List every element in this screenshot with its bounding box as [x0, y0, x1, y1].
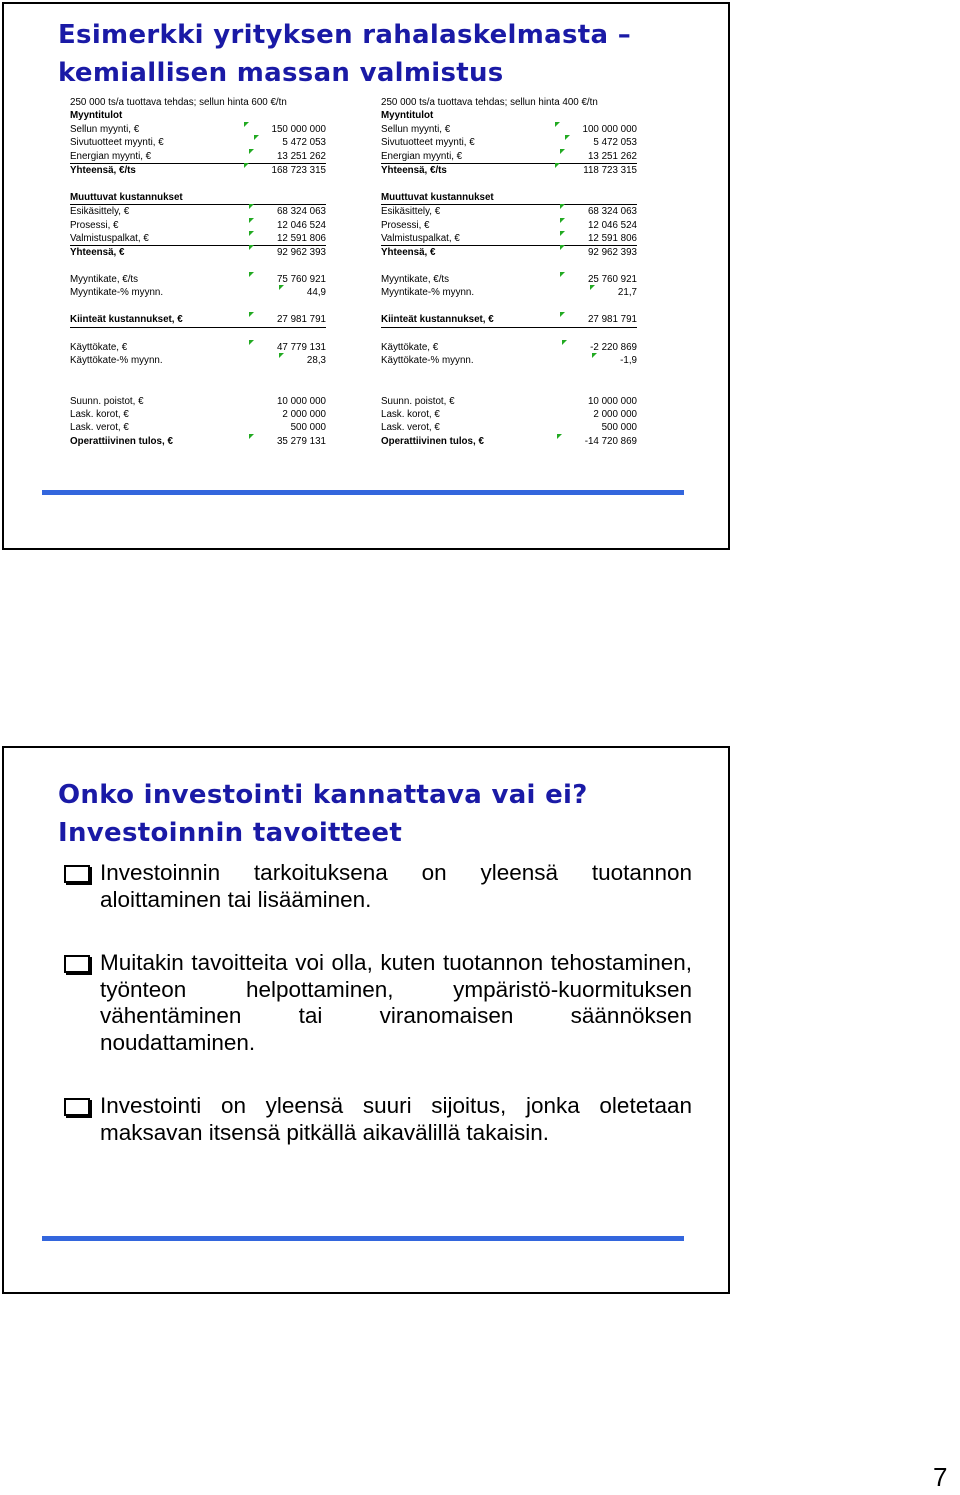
sheet-row-label: Sellun myynti, € [381, 123, 451, 135]
sheet-row-value-cell [261, 246, 326, 259]
sheet-spacer [70, 260, 326, 273]
sheet-row-value: 150 000 000 [271, 123, 326, 135]
sheet-row-value-cell [256, 164, 326, 177]
sheet-row-value-cell [574, 341, 637, 354]
bullet-text: Investointi on yleensä suuri sijoitus, jonka oletetaan maksavan itsensä pitkällä aikavälillä takaisin. [100, 1093, 692, 1145]
sheet-row-value: -14 720 869 [584, 435, 637, 447]
sheet-row [381, 313, 637, 327]
sheet-row-value-cell [572, 219, 637, 232]
sheet-row-label: Myyntitulot [381, 110, 434, 122]
sheet-row-label: Käyttökate, € [381, 342, 439, 354]
cell-comment-marker-icon [557, 434, 562, 439]
cell-comment-marker-icon [249, 245, 254, 250]
sheet-row [381, 136, 637, 149]
sheet-row-label: Energian myynti, € [70, 150, 152, 162]
sheet-spacer [381, 177, 637, 190]
sheet-row-value-cell [261, 395, 326, 408]
cell-comment-marker-icon [249, 272, 254, 277]
cell-comment-marker-icon [560, 149, 565, 154]
sheet-row-value-cell [577, 136, 637, 149]
sheet-row [70, 219, 326, 232]
cell-comment-marker-icon [560, 312, 565, 317]
sheet-row-value-cell [572, 395, 637, 408]
sheet-row-value-cell [569, 435, 637, 448]
sheet-row-label: Lask. verot, € [70, 422, 129, 434]
sheet-row-label: Prosessi, € [381, 219, 430, 231]
sheet-row-value: 21,7 [617, 287, 637, 299]
sheet-row-value-cell [572, 205, 637, 218]
sheet-row-label: Sellun myynti, € [70, 123, 140, 135]
sheet-row [70, 246, 326, 259]
cell-comment-marker-icon [279, 353, 284, 358]
sheet-row-label: Käyttökate-% myynn. [70, 355, 163, 367]
sheet-row [381, 219, 637, 232]
sheet-row [381, 273, 637, 286]
sheet-row-label: Esikäsittely, € [381, 206, 441, 218]
sheet-row-value-cell [586, 421, 637, 434]
sheet-row [70, 109, 326, 122]
sheet-row-value-cell [621, 109, 637, 122]
sheet-row-value: 28,3 [306, 355, 326, 367]
sheet-row [70, 191, 326, 205]
slide1-title-line2: kemiallisen massan valmistus [58, 58, 504, 88]
cell-comment-marker-icon [249, 312, 254, 317]
sheet-row [70, 205, 326, 218]
sheet-row-label: Energian myynti, € [381, 150, 463, 162]
sheet-row [381, 408, 637, 421]
sheet-row [381, 246, 637, 259]
sheet-row [70, 313, 326, 327]
sheet-row-value-cell [567, 164, 637, 177]
sheet-spacer [381, 328, 637, 341]
sheet-row-value: 5 472 053 [282, 137, 326, 149]
sheet-row-label: Kiinteät kustannukset, € [381, 314, 494, 326]
sheet-row [70, 136, 326, 149]
sheet-row-value-cell [602, 286, 637, 299]
sheet-row [70, 286, 326, 299]
checkbox-bullet-icon [64, 955, 90, 973]
sheet-row [381, 123, 637, 136]
sheet-row-label: Myyntikate-% myynn. [381, 287, 475, 299]
cell-comment-marker-icon [249, 149, 254, 154]
sheet-row-value: 92 962 393 [276, 247, 326, 259]
sheet-row-value: 12 591 806 [587, 232, 637, 244]
sheet-row-label: Muuttuvat kustannukset [381, 191, 494, 203]
cell-comment-marker-icon [555, 122, 560, 127]
sheet-spacer [381, 260, 637, 273]
sheet-row-label: Yhteensä, €/ts [70, 164, 136, 176]
sheet-row [70, 164, 326, 177]
cell-comment-marker-icon [565, 135, 570, 140]
bullet-text: Investoinnin tarkoituksena on yleensä tuotannon aloittaminen tai lisääminen. [100, 860, 692, 912]
cell-comment-marker-icon [590, 285, 595, 290]
cell-comment-marker-icon [249, 231, 254, 236]
sheet-row-value: 35 279 131 [276, 435, 326, 447]
cell-comment-marker-icon [279, 285, 284, 290]
sheet-row-value: 13 251 262 [276, 150, 326, 162]
sheet-row-label: Myyntitulot [70, 110, 123, 122]
sheet-row-value-cell [261, 341, 326, 354]
sheet-heading: 250 000 ts/a tuottava tehdas; sellun hinta 600 €/tn [70, 97, 287, 108]
sheet-row [381, 150, 637, 164]
sheet-row [70, 273, 326, 286]
sheet-row [70, 421, 326, 434]
sheet-row-value: 118 723 315 [583, 164, 637, 176]
sheet-row-value-cell [261, 232, 326, 245]
sheet-row-value-cell [261, 273, 326, 286]
sheet-row-value: 25 760 921 [587, 274, 637, 286]
sheet-row-value-cell [572, 313, 637, 326]
sheet-row-value: 47 779 131 [276, 342, 326, 354]
sheet-row [381, 164, 637, 177]
sheet-spacer [70, 328, 326, 341]
sheet-row-label: Operattiivinen tulos, € [381, 435, 484, 447]
sheet-row [381, 341, 637, 354]
sheet-heading: 250 000 ts/a tuottava tehdas; sellun hinta 400 €/tn [381, 97, 598, 108]
sheet-row-label: Myyntikate, €/ts [381, 274, 450, 286]
sheet-row-value: 12 046 524 [276, 219, 326, 231]
cell-comment-marker-icon [249, 204, 254, 209]
sheet-row-value: 27 981 791 [276, 314, 326, 326]
sheet-row-value-cell [256, 123, 326, 136]
sheet-row-value: 92 962 393 [587, 247, 637, 259]
bullet-item [64, 860, 692, 913]
sheet-row [70, 341, 326, 354]
sheet-row-value-cell [621, 191, 637, 204]
sheet-row-value: 13 251 262 [587, 150, 637, 162]
bullet-item [64, 1093, 692, 1146]
sheet-row [381, 354, 637, 367]
cell-comment-marker-icon [249, 340, 254, 345]
sheet-row-label: Yhteensä, € [70, 247, 125, 259]
sheet-row [381, 286, 637, 299]
sheet-row-value: -1,9 [620, 355, 637, 367]
sheet-row-value-cell [572, 273, 637, 286]
sheet-row-label: Prosessi, € [70, 219, 119, 231]
sheet-row [381, 435, 637, 448]
spreadsheet-price-400 [381, 96, 637, 448]
sheet-row-value: 75 760 921 [276, 274, 326, 286]
sheet-row-value: -2 220 869 [590, 342, 637, 354]
sheet-row-value: 44,9 [306, 287, 326, 299]
sheet-row-value: 12 046 524 [587, 219, 637, 231]
slide1-footer-bar [42, 490, 684, 495]
sheet-row-value-cell [261, 219, 326, 232]
sheet-row-label: Valmistuspalkat, € [381, 232, 460, 244]
sheet-spacer [70, 177, 326, 190]
sheet-row [381, 205, 637, 218]
spreadsheet-price-600 [70, 96, 326, 448]
sheet-row [381, 109, 637, 122]
sheet-row [70, 435, 326, 448]
sheet-row-label: Käyttökate-% myynn. [381, 355, 474, 367]
cell-comment-marker-icon [555, 163, 560, 168]
sheet-row-value-cell [261, 150, 326, 163]
sheet-row [381, 395, 637, 408]
bullet-list [64, 860, 692, 1183]
sheet-row [70, 354, 326, 367]
cell-comment-marker-icon [562, 340, 567, 345]
sheet-spacer [381, 368, 637, 381]
cell-comment-marker-icon [244, 163, 249, 168]
sheet-row-value: 10 000 000 [276, 395, 326, 407]
sheet-row-value: 12 591 806 [276, 232, 326, 244]
sheet-row-value-cell [261, 435, 326, 448]
sheet-row-label: Sivutuotteet myynti, € [70, 137, 164, 149]
cell-comment-marker-icon [560, 218, 565, 223]
sheet-row [381, 421, 637, 434]
sheet-row-value-cell [266, 408, 326, 421]
sheet-row-value: 68 324 063 [587, 206, 637, 218]
sheet-row-value: 5 472 053 [593, 137, 637, 149]
cell-comment-marker-icon [592, 353, 597, 358]
sheet-row-value-cell [604, 354, 637, 367]
sheet-row-value: 2 000 000 [593, 408, 637, 420]
sheet-row-label: Yhteensä, €/ts [381, 164, 447, 176]
cell-comment-marker-icon [254, 135, 259, 140]
sheet-row [70, 395, 326, 408]
sheet-row-label: Käyttökate, € [70, 342, 128, 354]
sheet-row-label: Kiinteät kustannukset, € [70, 314, 183, 326]
cell-comment-marker-icon [560, 245, 565, 250]
sheet-spacer [70, 368, 326, 381]
sheet-row [70, 150, 326, 164]
cell-comment-marker-icon [560, 231, 565, 236]
cell-comment-marker-icon [249, 218, 254, 223]
sheet-row-value-cell [572, 232, 637, 245]
sheet-row [381, 232, 637, 246]
checkbox-bullet-icon [64, 865, 90, 883]
sheet-row-label: Myyntikate, €/ts [70, 274, 139, 286]
sheet-row-label: Valmistuspalkat, € [70, 232, 149, 244]
sheet-row-label: Lask. korot, € [70, 408, 129, 420]
sheet-row-value-cell [291, 286, 326, 299]
slide2-title-line2: Investoinnin tavoitteet [58, 818, 403, 848]
sheet-row-value: 10 000 000 [587, 395, 637, 407]
cell-comment-marker-icon [560, 204, 565, 209]
sheet-row-label: Operattiivinen tulos, € [70, 435, 173, 447]
sheet-row-label: Lask. korot, € [381, 408, 440, 420]
sheet-row-value-cell [310, 109, 326, 122]
sheet-spacer [70, 381, 326, 394]
sheet-spacer [381, 381, 637, 394]
sheet-row-value: 500 000 [290, 422, 326, 434]
sheet-row-value: 100 000 000 [582, 123, 637, 135]
sheet-row [70, 408, 326, 421]
sheet-row-value-cell [261, 313, 326, 326]
sheet-row-label: Myyntikate-% myynn. [70, 287, 164, 299]
sheet-row [381, 191, 637, 205]
sheet-row-value: 168 723 315 [271, 164, 326, 176]
page-number: 7 [933, 1462, 948, 1492]
sheet-row-label: Lask. verot, € [381, 422, 440, 434]
sheet-row-label: Muuttuvat kustannukset [70, 191, 183, 203]
sheet-spacer [381, 300, 637, 313]
cell-comment-marker-icon [244, 122, 249, 127]
sheet-row-value-cell [266, 136, 326, 149]
bullet-item [64, 950, 692, 1056]
sheet-row-label: Suunn. poistot, € [70, 395, 144, 407]
sheet-row-value-cell [567, 123, 637, 136]
sheet-row-value-cell [572, 150, 637, 163]
sheet-spacer [70, 300, 326, 313]
cell-comment-marker-icon [560, 272, 565, 277]
checkbox-bullet-icon [64, 1098, 90, 1116]
sheet-row-value: 27 981 791 [587, 314, 637, 326]
sheet-row-label: Esikäsittely, € [70, 206, 130, 218]
sheet-row-value: 68 324 063 [276, 206, 326, 218]
slide2-footer-bar [42, 1236, 684, 1241]
sheet-row [70, 123, 326, 136]
bullet-text: Muitakin tavoitteita voi olla, kuten tuotannon tehostaminen, työnteon helpottaminen, ympäristö-kuormituksen vähentäminen tai viranomaisen säännöksen noudattaminen. [100, 950, 692, 1055]
sheet-row [70, 232, 326, 246]
sheet-row-value-cell [275, 421, 326, 434]
cell-comment-marker-icon [249, 434, 254, 439]
sheet-row-label: Sivutuotteet myynti, € [381, 137, 475, 149]
sheet-row-value: 500 000 [601, 422, 637, 434]
sheet-row-label: Yhteensä, € [381, 247, 436, 259]
sheet-row-value: 2 000 000 [282, 408, 326, 420]
slide1-title-line1: Esimerkki yrityksen rahalaskelmasta – [58, 20, 631, 50]
sheet-row-value-cell [577, 408, 637, 421]
sheet-row-value-cell [291, 354, 326, 367]
sheet-row-label: Suunn. poistot, € [381, 395, 455, 407]
slide2-title-line1: Onko investointi kannattava vai ei? [58, 780, 588, 810]
sheet-row-value-cell [261, 205, 326, 218]
sheet-row-value-cell [310, 191, 326, 204]
sheet-row-value-cell [572, 246, 637, 259]
